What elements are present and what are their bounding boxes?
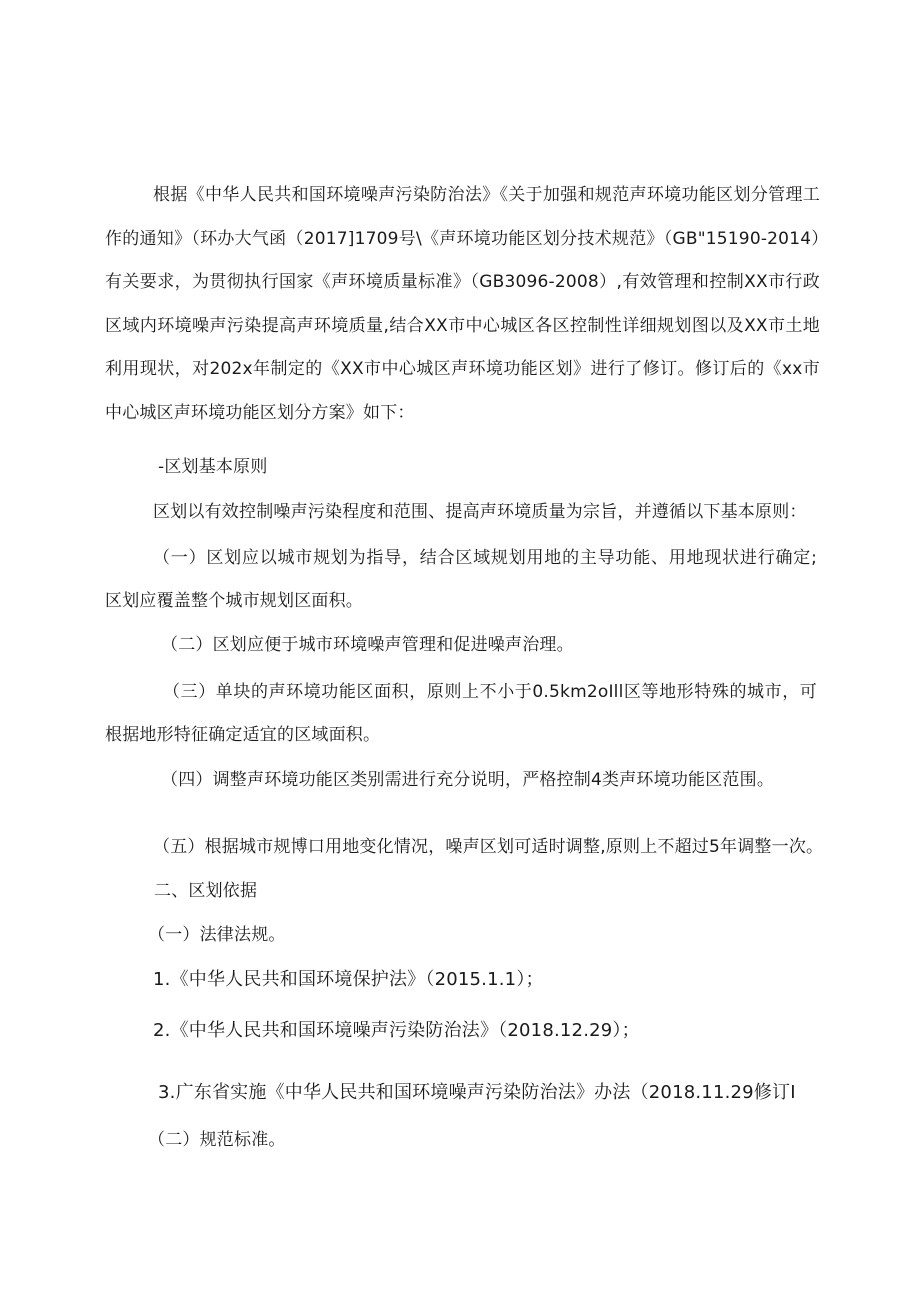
law-item-1: 1.《中华人民共和国环境保护法》（2015.1.1）； xyxy=(153,969,544,990)
principle-2: （二）区划应便于城市环境噪声管理和促进噪声治理。 xyxy=(161,635,574,655)
section1-heading: -区划基本原则 xyxy=(158,457,268,477)
law-item-2: 2.《中华人民共和国环境噪声污染防治法》（2018.12.29）； xyxy=(153,1020,640,1041)
principle-4: （四）调整声环境功能区类别需进行充分说明，严格控制4类声环境功能区范围。 xyxy=(161,770,775,790)
section1-lead: 区划以有效控制噪声污染程度和范围、提高声环境质量为宗旨，并遵循以下基本原则： xyxy=(153,502,807,522)
laws-heading: （一）法律法规。 xyxy=(148,925,286,945)
principle-1: （一）区划应以城市规划为指导，结合区域规划用地的主导功能、用地现状进行确定; 区划应覆盖整个城市规划区面积。 xyxy=(105,548,817,611)
law-item-3: 3.广东省实施《中华人民共和国环境噪声污染防治法》办法（2018.11.29修订I xyxy=(158,1082,796,1103)
intro-paragraph: 根据《中华人民共和国环境噪声污染防治法》《关于加强和规范声环境功能区划分管理工作的通知》（环办大气函（2017]1709号\《声环境功能区划分技术规范》（GB"15190-2014）有关要求，为贯彻执行国家《声环境质量标准》（GB3096-2008）,有效管理和控制XX市行政区域内环境噪声污染提高声环境质量,结合XX市中心城区各区控制性详细规划图以及XX市土地利用现状，对202x年制定的《XX市中心城区声环境功能区划》进行了修订。修订后的《xx市中心城区声环境功能区划分方案》如下： xyxy=(105,185,820,423)
principle-3: （三）单块的声环境功能区面积，原则上不小于0.5km2oIll区等地形特殊的城市，可根据地形特征确定适宜的区域面积。 xyxy=(105,682,817,745)
principle-5: （五）根据城市规博口用地变化情况，噪声区划可适时调整,原则上不超过5年调整一次。 xyxy=(153,837,824,857)
section2-heading: 二、区划依据 xyxy=(154,881,258,901)
standards-heading: （二）规范标准。 xyxy=(148,1130,286,1150)
